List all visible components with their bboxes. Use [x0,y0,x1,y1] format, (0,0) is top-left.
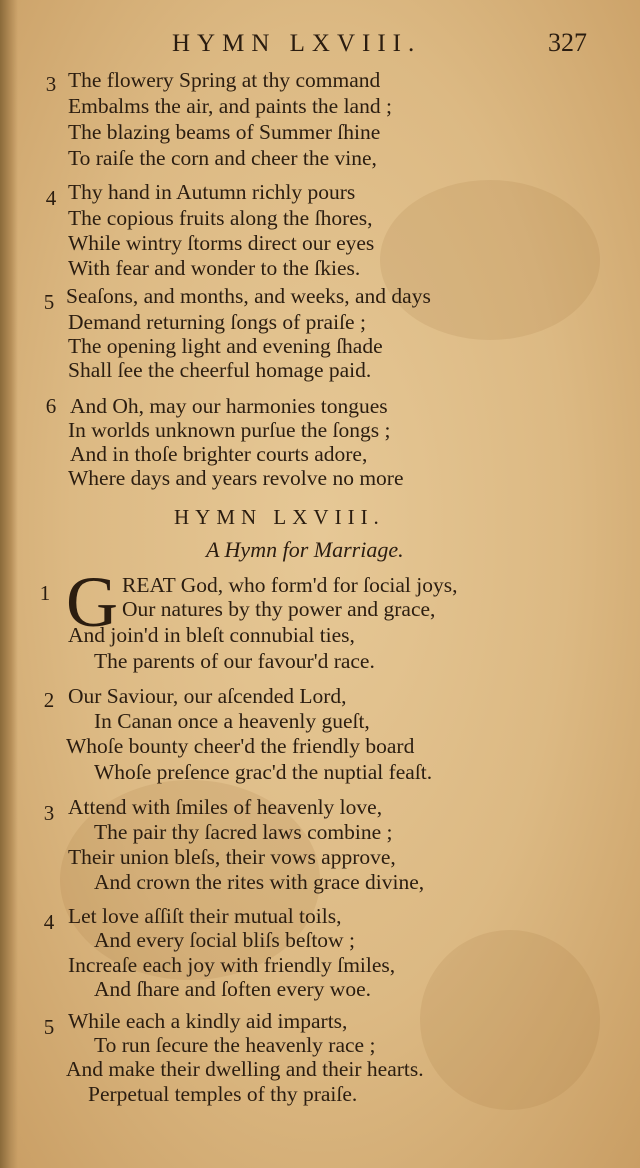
verse-line [0,256,640,284]
verse-number: 2 [43,688,55,712]
verse-line-text: The flowery Spring at thy command [68,68,381,92]
verse-line-text: And make their dwelling and their hearts. [66,1057,424,1081]
verse-line-text: Perpetual temples of thy praiſe. [88,1082,358,1106]
verse-line-text: Our natures by thy power and grace, [122,597,436,621]
verse-line [0,94,640,122]
verse-line-text: And in thoſe brighter courts adore, [70,442,368,466]
verse-line [0,146,640,174]
verse-line-text: The pair thy ſacred laws combine ; [94,820,393,844]
verse-line-text: The opening light and evening ſhade [68,334,383,358]
verse-line [0,68,640,96]
hymn-subtitle: A Hymn for Marriage. [206,537,404,562]
verse-line-text: In worlds unknown purſue the ſongs ; [68,418,391,442]
verse-line-text: Embalms the air, and paints the land ; [68,94,392,118]
verse-line [0,597,640,625]
verse-line-text: Whoſe preſence grac'd the nuptial feaſt. [94,760,433,784]
verse-number: 5 [43,1015,55,1039]
verse-line [0,358,640,386]
verse-line [0,870,640,898]
verse-line-text: While wintry ſtorms direct our eyes [68,231,375,255]
verse-line-text: And every ſocial bliſs beſtow ; [94,928,355,952]
verse-line [0,180,640,208]
verse-line-text: In Canan once a heavenly gueſt, [94,709,370,733]
verse-number: 1 [39,581,51,605]
drop-cap: G [66,562,118,642]
verse-line-text: Our Saviour, our aſcended Lord, [68,684,347,708]
verse-line-text: Demand returning ſongs of praiſe ; [68,310,366,334]
verse-line-text: And Oh, may our harmonies tongues [70,394,388,418]
verse-line [0,709,640,737]
verse-line-text: Increaſe each joy with friendly ſmiles, [68,953,396,977]
verse-line [0,120,640,148]
verse-line [0,684,640,712]
verse-line-text: The copious fruits along the ſhores, [68,206,373,230]
verse-line [0,845,640,873]
verse-line-text: Seaſons, and months, and weeks, and days [66,284,431,308]
verse-line-text: And crown the rites with grace divine, [94,870,425,894]
verse-line [0,649,640,677]
verse-line-text: And join'd in bleſt connubial ties, [68,623,355,647]
verse-line [0,977,640,1005]
verse-line-text: The parents of our favour'd race. [94,649,375,673]
verse-number: 3 [45,72,57,96]
verse-line [0,734,640,762]
running-title: HYMN LXVIII. [172,30,422,57]
verse-line [0,623,640,651]
verse-line-text: The blazing beams of Summer ſhine [68,120,381,144]
verse-number: 5 [43,290,55,314]
hymn-title: HYMN LXVIII. [174,505,385,529]
verse-line [0,820,640,848]
verse-line [0,206,640,234]
verse-line-text: REAT God, who form'd for ſocial joys, [122,573,458,597]
verse-number: 6 [45,394,57,418]
page-header [0,30,640,64]
verse-line [0,928,640,956]
verse-line-text: To run ſecure the heavenly race ; [94,1033,376,1057]
verse-number: 3 [43,801,55,825]
verse-line [0,284,640,312]
verse-line-text: Their union bleſs, their vows approve, [68,845,396,869]
verse-line [0,1057,640,1085]
page-number: 327 [548,28,587,57]
verse-line-text: Whoſe bounty cheer'd the friendly board [66,734,415,758]
verse-line-text: To raiſe the corn and cheer the vine, [68,146,377,170]
verse-line-text: Where days and years revolve no more [68,466,404,490]
verse-line-text: While each a kindly aid imparts, [68,1009,348,1033]
verse-line-text: With fear and wonder to the ſkies. [68,256,361,280]
verse-line [0,760,640,788]
verse-line-text: Let love aſſiſt their mutual toils, [68,904,342,928]
verse-line [0,795,640,823]
verse-line [0,1082,640,1110]
verse-line [0,231,640,259]
verse-line-text: And ſhare and ſoften every woe. [94,977,372,1001]
verse-number: 4 [45,186,57,210]
verse-line-text: Thy hand in Autumn richly pours [68,180,356,204]
verse-line [0,466,640,494]
verse-number: 4 [43,910,55,934]
verse-line-text: Attend with ſmiles of heavenly love, [68,795,383,819]
verse-line-text: Shall ſee the cheerful homage paid. [68,358,372,382]
